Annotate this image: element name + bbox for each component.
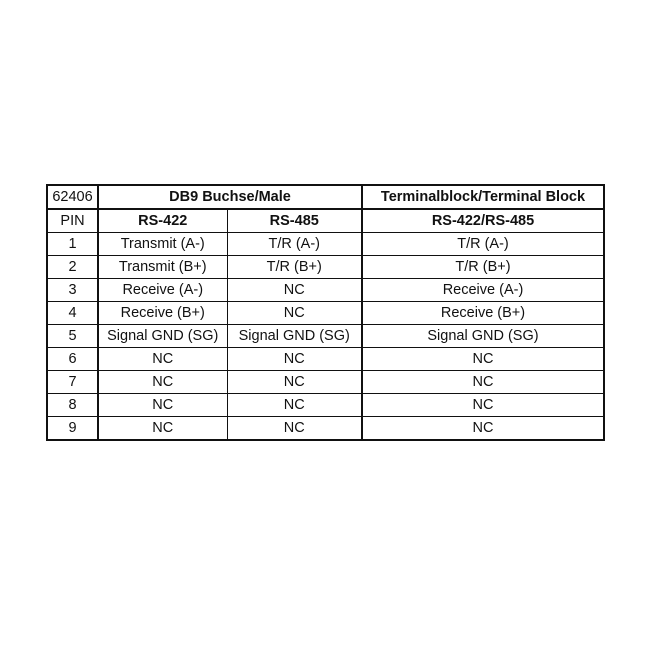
pin-cell: 4 bbox=[47, 302, 98, 325]
pin-cell: 6 bbox=[47, 348, 98, 371]
terminal-cell: Receive (A-) bbox=[362, 279, 604, 302]
db9-header-cell: DB9 Buchse/Male bbox=[98, 185, 362, 209]
rs485-column-header: RS-485 bbox=[227, 209, 362, 233]
rs422-cell: Receive (B+) bbox=[98, 302, 227, 325]
table-row bbox=[47, 394, 604, 417]
table-header-row bbox=[47, 185, 604, 209]
product-number-cell: 62406 bbox=[47, 185, 98, 209]
terminal-cell: T/R (B+) bbox=[362, 256, 604, 279]
rs422-cell: NC bbox=[98, 417, 227, 441]
table-body bbox=[47, 185, 604, 440]
terminal-cell: Signal GND (SG) bbox=[362, 325, 604, 348]
terminal-column-header: RS-422/RS-485 bbox=[362, 209, 604, 233]
rs485-cell: NC bbox=[227, 302, 362, 325]
rs485-cell: Signal GND (SG) bbox=[227, 325, 362, 348]
table-row bbox=[47, 279, 604, 302]
pin-column-header: PIN bbox=[47, 209, 98, 233]
pin-cell: 2 bbox=[47, 256, 98, 279]
pin-cell: 1 bbox=[47, 233, 98, 256]
rs485-cell: NC bbox=[227, 348, 362, 371]
rs422-cell: NC bbox=[98, 394, 227, 417]
table-row bbox=[47, 325, 604, 348]
pin-cell: 8 bbox=[47, 394, 98, 417]
terminal-cell: NC bbox=[362, 371, 604, 394]
rs422-cell: Transmit (A-) bbox=[98, 233, 227, 256]
rs422-cell: Receive (A-) bbox=[98, 279, 227, 302]
rs422-cell: NC bbox=[98, 348, 227, 371]
rs485-cell: T/R (B+) bbox=[227, 256, 362, 279]
pin-cell: 3 bbox=[47, 279, 98, 302]
rs485-cell: T/R (A-) bbox=[227, 233, 362, 256]
pin-assignment-table bbox=[46, 184, 605, 441]
pin-cell: 5 bbox=[47, 325, 98, 348]
terminal-cell: NC bbox=[362, 394, 604, 417]
rs422-cell: Transmit (B+) bbox=[98, 256, 227, 279]
pin-cell: 7 bbox=[47, 371, 98, 394]
table-row bbox=[47, 256, 604, 279]
table-row bbox=[47, 233, 604, 256]
terminal-block-header-cell: Terminalblock/Terminal Block bbox=[362, 185, 604, 209]
terminal-cell: NC bbox=[362, 348, 604, 371]
table-row bbox=[47, 417, 604, 441]
terminal-cell: NC bbox=[362, 417, 604, 441]
rs422-cell: Signal GND (SG) bbox=[98, 325, 227, 348]
table-subheader-row bbox=[47, 209, 604, 233]
terminal-cell: T/R (A-) bbox=[362, 233, 604, 256]
pin-cell: 9 bbox=[47, 417, 98, 441]
rs422-cell: NC bbox=[98, 371, 227, 394]
rs422-column-header: RS-422 bbox=[98, 209, 227, 233]
rs485-cell: NC bbox=[227, 371, 362, 394]
table-row bbox=[47, 302, 604, 325]
rs485-cell: NC bbox=[227, 279, 362, 302]
rs485-cell: NC bbox=[227, 394, 362, 417]
rs485-cell: NC bbox=[227, 417, 362, 441]
table-row bbox=[47, 348, 604, 371]
table-row bbox=[47, 371, 604, 394]
terminal-cell: Receive (B+) bbox=[362, 302, 604, 325]
